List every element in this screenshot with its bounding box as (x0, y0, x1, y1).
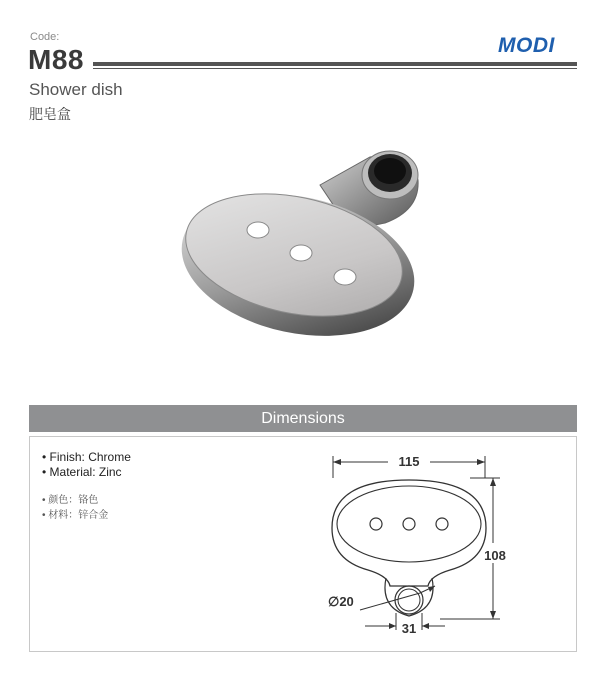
diameter-dimension-label: ∅20 (328, 594, 354, 609)
ring-width-dimension-label: 31 (401, 621, 417, 636)
product-code: M88 (28, 44, 84, 75)
product-image (180, 145, 440, 345)
product-name-en: Shower dish (29, 80, 123, 99)
code-label: Code: (30, 31, 60, 43)
spec-finish-zh: • 颜色：铬色 (42, 495, 99, 506)
spec-material-zh: • 材料：锌合金 (42, 510, 109, 521)
brand-logo: MODI (498, 34, 555, 57)
dimension-drawing (320, 448, 530, 638)
width-dimension-label: 115 (398, 454, 420, 469)
spec-material: • Material: Zinc (42, 465, 122, 479)
product-name-zh: 肥皂盒 (29, 106, 71, 122)
header-rule (93, 62, 577, 66)
height-dimension-label: 108 (484, 548, 506, 563)
header-rule-thin (93, 68, 577, 69)
dimensions-header (29, 405, 577, 432)
dimensions-title: Dimensions (261, 410, 345, 427)
spec-finish: • Finish: Chrome (42, 450, 131, 464)
